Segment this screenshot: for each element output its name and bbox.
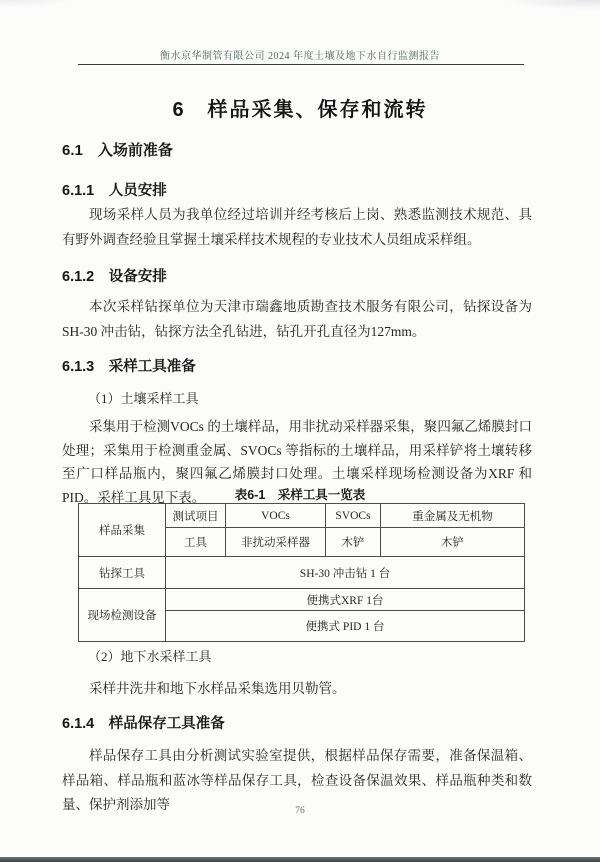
list-item-soil-tools: （1）土壤采样工具: [88, 391, 199, 406]
paragraph-groundwater-tools: 采样井洗井和地下水样品采集选用贝勒管。: [89, 681, 346, 696]
table-cell-field-equipment-label: 现场检测设备: [79, 589, 166, 642]
table-cell-drilling-tool-value: SH-30 冲击钻 1 台: [166, 557, 525, 589]
page-number: 76: [295, 806, 305, 816]
page-header-title: 衡水京华制管有限公司 2024 年度土壤及地下水自行监测报告: [160, 51, 440, 62]
table-cell-sample-collection: 样品采集: [79, 504, 166, 557]
table-cell-wood-shovel-1: 木铲: [326, 528, 381, 557]
table-cell-pid: 便携式 PID 1 台: [166, 611, 525, 642]
chapter-title: 6 样品采集、保存和流转: [172, 99, 428, 121]
table-caption: 表6-1 采样工具一览表: [234, 488, 366, 502]
section-heading-6-1-3: 6.1.3 采样工具准备: [62, 359, 196, 375]
table-cell-xrf: 便携式XRF 1台: [166, 589, 525, 611]
table-cell-svocs: SVOCs: [326, 504, 381, 528]
section-heading-6-1-4: 6.1.4 样品保存工具准备: [62, 716, 225, 732]
section-heading-6-1-1: 6.1.1 人员安排: [62, 183, 167, 199]
table-row: [79, 504, 525, 528]
table-cell-test-item-label: 测试项目: [166, 504, 226, 528]
table-row: [79, 589, 525, 611]
section-heading-6-1-2: 6.1.2 设备安排: [62, 269, 167, 285]
header-rule: [78, 64, 524, 65]
section-heading-6-1: 6.1 入场前准备: [62, 142, 173, 159]
list-item-groundwater-tools: （2）地下水采样工具: [88, 649, 212, 664]
paragraph-sample-preservation: 样品保存工具由分析测试实验室提供，根据样品保存需要，准备保温箱、样品箱、样品瓶和蓝冰等样品保存工具，检查设备保温效果、样品瓶种类和数量、保护剂添加等: [62, 748, 532, 812]
table-cell-heavy-metals: 重金属及无机物: [381, 504, 525, 528]
paragraph-equipment: 本次采样钻探单位为天津市瑞鑫地质勘查技术服务有限公司，钻探设备为SH-30 冲击钻，钻探方法全孔钻进，钻孔开孔直径为127mm。: [62, 299, 532, 339]
table-cell-undisturbed-sampler: 非扰动采样器: [226, 528, 326, 557]
table-cell-drilling-tool-label: 钻探工具: [79, 557, 166, 589]
table-cell-wood-shovel-2: 木铲: [381, 528, 525, 557]
sampling-tools-table: [78, 503, 525, 642]
table-cell-vocs: VOCs: [226, 504, 326, 528]
scan-edge-bottom: [0, 857, 600, 862]
table-row: [79, 557, 525, 589]
paragraph-soil-tools: 采集用于检测VOCs 的土壤样品，用非扰动采样器采集，聚四氟乙烯膜封口处理；采集用于检测重金属、SVOCs 等指标的土壤样品，用采样铲将土壤转移至广口样品瓶内，聚四氟乙烯膜封口处理。土壤采样现场检测设备为XRF 和PID。采样工具见下表。: [62, 419, 532, 505]
table-cell-tool-label: 工具: [166, 528, 226, 557]
paragraph-personnel: 现场采样人员为我单位经过培训并经考核后上岗、熟悉监测技术规范、具有野外调查经验且掌握土壤采样技术规程的专业技术人员组成采样组。: [62, 207, 532, 247]
